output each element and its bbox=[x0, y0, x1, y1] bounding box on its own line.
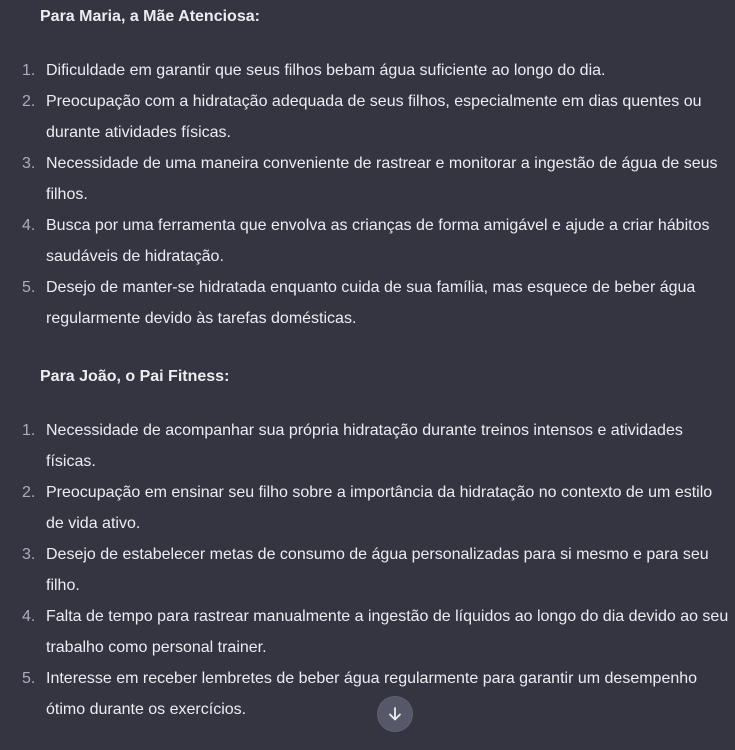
list-item bbox=[0, 148, 735, 210]
arrow-down-icon bbox=[387, 706, 403, 722]
list-item-text: Necessidade de uma maneira conveniente de rastrear e monitorar a ingestão de água de seus filhos. bbox=[46, 155, 718, 203]
scroll-to-bottom-button[interactable] bbox=[377, 696, 413, 732]
list-number: 2. bbox=[22, 484, 36, 501]
section-heading-maria: Para Maria, a Mãe Atenciosa: bbox=[40, 8, 260, 25]
list-item bbox=[0, 539, 735, 601]
list-item bbox=[0, 210, 735, 272]
list-item-text: Interesse em receber lembretes de beber água regularmente para garantir um desempenho ótimo durante os exercícios. bbox=[46, 670, 698, 718]
list-number: 2. bbox=[22, 93, 36, 110]
list-number: 1. bbox=[22, 422, 36, 439]
list-item bbox=[0, 477, 735, 539]
list-item-text: Dificuldade em garantir que seus filhos bebam água suficiente ao longo do dia. bbox=[46, 62, 606, 79]
list-item bbox=[0, 272, 735, 334]
list-number: 4. bbox=[22, 217, 36, 234]
section-heading-joao: Para João, o Pai Fitness: bbox=[40, 368, 230, 385]
list-number: 3. bbox=[22, 155, 36, 172]
list-number: 3. bbox=[22, 546, 36, 563]
list-item-text: Preocupação em ensinar seu filho sobre a importância da hidratação no contexto de um estilo de vida ativo. bbox=[46, 484, 713, 532]
list-item-text: Busca por uma ferramenta que envolva as crianças de forma amigável e ajude a criar hábitos saudáveis de hidratação. bbox=[46, 217, 710, 265]
list-number: 5. bbox=[22, 279, 36, 296]
list-item bbox=[0, 601, 735, 663]
list-item bbox=[0, 55, 735, 86]
list-number: 1. bbox=[22, 62, 36, 79]
list-number: 5. bbox=[22, 670, 36, 687]
list-item-text: Necessidade de acompanhar sua própria hidratação durante treinos intensos e atividades físicas. bbox=[46, 422, 683, 470]
list-item bbox=[0, 415, 735, 477]
list-item-text: Preocupação com a hidratação adequada de seus filhos, especialmente em dias quentes ou durante atividades físicas. bbox=[46, 93, 702, 141]
list-maria bbox=[0, 55, 735, 334]
list-item-text: Desejo de estabelecer metas de consumo de água personalizadas para si mesmo e para seu filho. bbox=[46, 546, 709, 594]
list-item bbox=[0, 663, 735, 725]
list-number: 4. bbox=[22, 608, 36, 625]
list-item-text: Falta de tempo para rastrear manualmente a ingestão de líquidos ao longo do dia devido ao seu trabalho como personal trainer. bbox=[46, 608, 729, 656]
list-item-text: Desejo de manter-se hidratada enquanto cuida de sua família, mas esquece de beber água regularmente devido às tarefas domésticas. bbox=[46, 279, 696, 327]
list-joao bbox=[0, 415, 735, 725]
list-item bbox=[0, 86, 735, 148]
